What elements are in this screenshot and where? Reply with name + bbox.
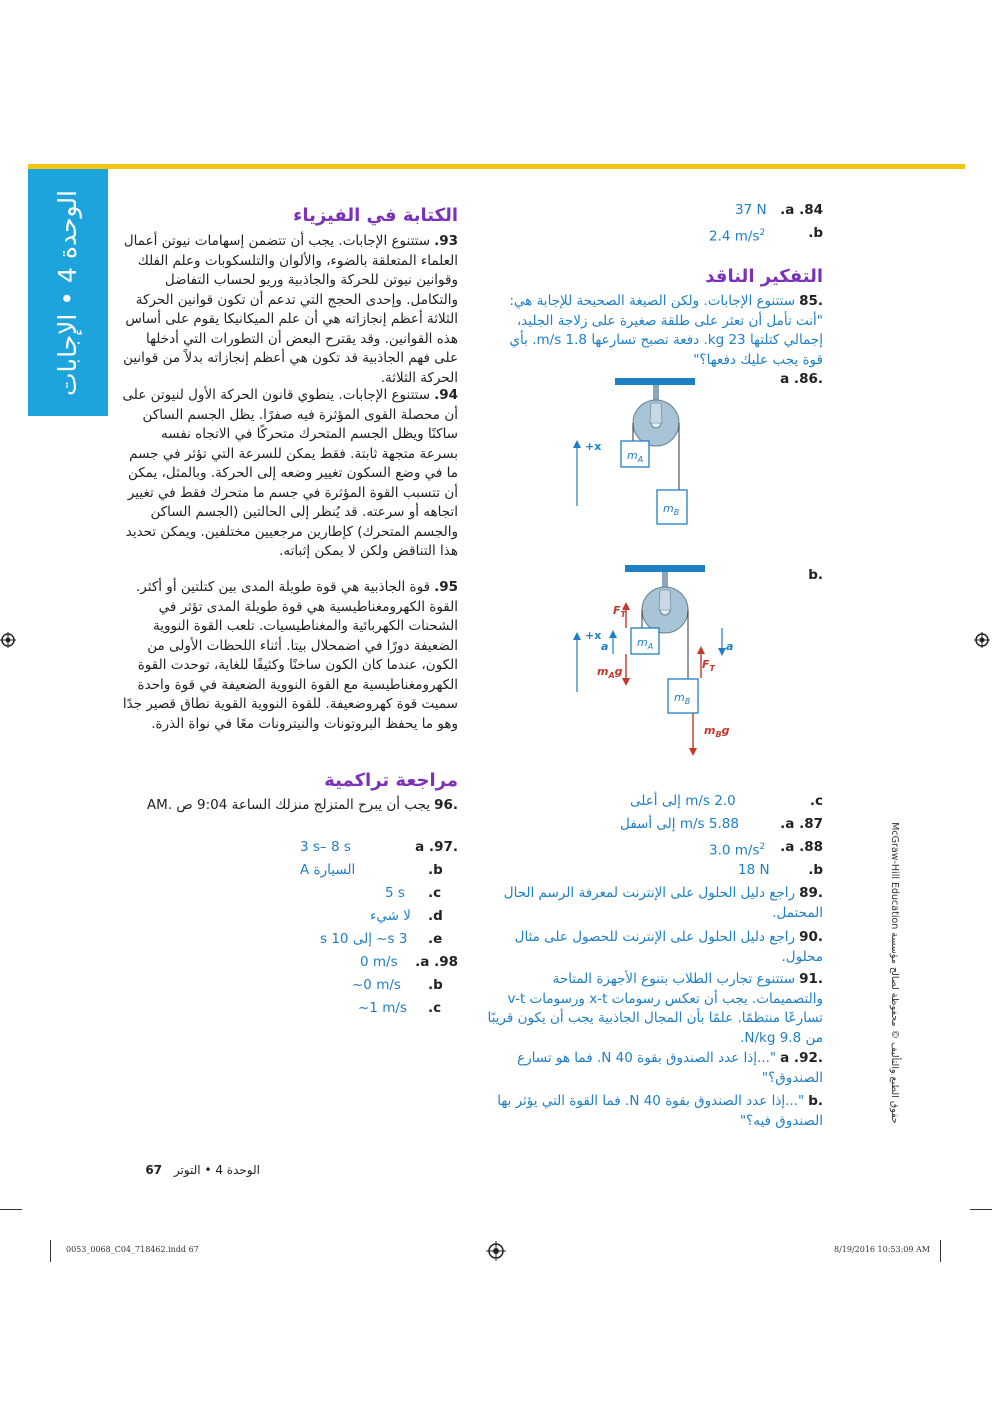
crop-mark: [0, 1209, 22, 1210]
tension-arrowhead-a: [622, 602, 630, 610]
pulley-diagram-a: [565, 378, 705, 528]
answer-value: 5.88 m/s إلى أسفل: [620, 816, 739, 832]
tension-label-b: $F_T$: [702, 658, 715, 673]
answer-value: 3 s~ إلى 10 s: [320, 931, 408, 947]
item-95: [120, 578, 458, 734]
weight-label-b: $m_Bg$: [704, 724, 730, 739]
answers-98: [300, 953, 458, 1022]
answer-value: لا شيء: [370, 908, 411, 924]
answer-row: [300, 953, 458, 976]
answer-value: ~0 m/s: [352, 977, 401, 993]
item-text: "...إذا عدد الصندوق بقوة 40 N. فما هو تسارع الصندوق؟": [517, 1050, 823, 1086]
answer-value: 37 N: [735, 202, 767, 218]
accel-arrowhead-a: [609, 630, 617, 638]
accel-label-b: a: [726, 640, 734, 653]
item-text: "...إذا عدد الصندوق بقوة 40 N. فما القوة التي يؤثر بها الصندوق فيه؟": [497, 1093, 823, 1129]
answer-value: 5 s: [385, 885, 405, 901]
mass-a-label: $m_A$: [627, 449, 644, 464]
item-text: ستتنوع تجارب الطلاب بتنوع الأجهزة المتاحة والتصميمات. يجب أن تعكس رسومات x-t ورسومات v-t تسارعًا منتظمًا. علمًا بأن المجال الجاذبية يجب أن يكون قريبًا من 9.8 N/kg.: [487, 971, 823, 1046]
label-86a: .a .86: [780, 371, 823, 387]
item-number: 95.: [434, 579, 458, 595]
answer-value: ~1 m/s: [358, 1000, 407, 1016]
answer-label: .a .88: [780, 839, 823, 855]
answer-88b: [738, 861, 823, 881]
answer-label: .b: [808, 225, 823, 241]
side-tab-label: الوحدة 4 • الإجابات: [53, 189, 82, 397]
axis-arrowhead: [573, 632, 581, 640]
item-96: [120, 796, 458, 816]
registration-mark-left: [0, 630, 18, 650]
answer-label: .c: [428, 885, 442, 901]
heading-cumulative-review: مراجعة تراكمية: [324, 770, 458, 791]
page-footer: [120, 1163, 260, 1177]
answer-value: 3 s– 8 s: [300, 839, 351, 855]
answer-84a: [735, 201, 823, 221]
answer-label: .a .84: [780, 202, 823, 218]
ceiling-beam: [615, 378, 695, 385]
answer-label: .d: [428, 908, 443, 924]
answer-row: [300, 976, 458, 999]
answer-88a: [709, 838, 823, 861]
item-text: راجع دليل الحلول على الإنترنت لمعرفة الرسم الحال المحتمل.: [503, 885, 823, 921]
item-93: [120, 232, 458, 388]
answer-label: .a .97: [415, 839, 458, 855]
item-91: [485, 970, 823, 1048]
answer-row: [300, 930, 458, 953]
registration-mark-bottom: [485, 1240, 507, 1262]
footer-label: الوحدة 4 • التوتر: [173, 1163, 260, 1177]
item-number: .90: [799, 929, 823, 945]
item-text: ستتنوع الإجابات. يجب أن تتضمن إسهامات نيوتن أعمال العلماء المتعلقة بالضوء، والألوان والتلسكوبات وعلم الفلك وقوانين نيوتن للحركة والجاذبية وريو لحساب التفاضل والتكامل. وإحدى الحجج التي تدعم أن تكون قوانين الحركة الثلاثة أعظم إنجازاته هي أن علم الميكانيكا يقوم على أساس هذه القوانين. وقد يقترح البعض أن التطورات التي أدخلها على فهم الجاذبية قد تكون هي أعظم إنجازاته بدلاً من قوانين الحركة الثلاثة.: [123, 233, 458, 386]
item-text: راجع دليل الحلول على الإنترنت للحصول على مثال محلول.: [514, 929, 823, 965]
weight-arrowhead-a: [622, 678, 630, 686]
answer-label: .c: [428, 1000, 442, 1016]
answer-label: .b: [428, 977, 443, 993]
axis-x-label: +x: [585, 440, 602, 453]
mass-a-label: $m_A$: [637, 636, 654, 651]
answer-value: 18 N: [738, 862, 770, 878]
item-number: .89: [799, 885, 823, 901]
item-92a: [485, 1049, 823, 1088]
file-slug: 0053_0068_C04_718462.indd 67: [66, 1245, 199, 1254]
item-number: .a .92: [780, 1050, 823, 1066]
item-text: ستتنوع الإجابات. ينطوي قانون الحركة الأول لنيوتن على أن محصلة القوى المؤثرة فيه صفرًا. يظل الجسم الساكن ساكنًا ويظل الجسم المتحرك متحركًا في الاتجاه نفسه بسرعة متجهة ثابتة. فقط يمكن للسرعة التي تؤثر في جسم ما في وضع السكون تغيير وضعه إلى الحركة. وبالمثل، يمكن أن تتسبب القوة المؤثرة في جسم ما متحرك فقط في تغيير اتجاهه أو سرعته. قد يُنظر إلى الحالتين (الجسم الساكن والجسم المتحرك) كإطارين مرجعيين مختلفين. ويمكن تحديد هذا التناقض ولكن لا يمكن إثباته.: [122, 387, 458, 559]
item-94: [120, 386, 458, 562]
axis-x-label: +x: [585, 629, 602, 642]
ceiling-beam: [625, 565, 705, 572]
answer-label: .a .98: [415, 954, 458, 970]
page-number: 67: [145, 1163, 163, 1177]
answer-label: .e: [428, 931, 443, 947]
answer-value: 2.4 $m/s^2$: [709, 228, 766, 245]
item-89: [485, 884, 823, 923]
item-number: .b: [808, 1093, 823, 1109]
answer-row: [300, 907, 458, 930]
answer-row: [300, 838, 458, 861]
item-text: قوة الجاذبية هي قوة طويلة المدى بين كتلتين أو أكثر. القوة الكهرومغناطيسية هي قوة طويلة المدى تؤثر في الشحنات الكهربائية والمغناطيسيات. تلعب القوة النووية الضعيفة دورًا في اضمحلال بيتا. أثناء اللحظات الأولى من الكون، عندما كان الكون ساخنًا وكثيفًا للغاية، توحدت القوة الكهرومغناطيسية مع القوة النووية الضعيفة في قوة واحدة سميت قوة كهروضعيفة. للقوة النووية القوية نطاق قصير جدًا وهو ما يحفظ البروتونات والنيترونات معًا في نواة الذرة.: [122, 579, 458, 732]
item-number: .91: [799, 971, 823, 987]
answer-value: 3.0 $m/s^2$: [709, 842, 766, 859]
crop-mark: [940, 1240, 941, 1262]
mass-b-label: $m_B$: [663, 502, 680, 517]
weight-label-a: $m_Ag$: [597, 665, 623, 680]
answer-value: 0 m/s: [360, 954, 398, 970]
answer-label: .c: [809, 793, 823, 809]
accel-arrowhead-b: [718, 648, 726, 656]
weight-arrowhead-b: [689, 748, 697, 756]
side-tab: [28, 169, 108, 416]
answer-86c: [630, 792, 823, 812]
heading-writing: الكتابة في الفيزياء: [293, 205, 458, 226]
item-number: 93.: [434, 233, 458, 249]
item-number: .96: [434, 797, 458, 813]
answer-row: [300, 884, 458, 907]
accel-label-a: a: [601, 640, 609, 653]
item-number: .85: [799, 293, 823, 309]
crop-mark: [50, 1240, 51, 1262]
pulley-diagram-b: [565, 562, 745, 762]
item-90: [485, 928, 823, 967]
answer-84b: [709, 224, 823, 247]
item-92b: [485, 1092, 823, 1131]
label-86b: .b: [808, 567, 823, 583]
answer-value: السيارة A: [300, 862, 356, 878]
copyright-note: [882, 808, 906, 1138]
heading-critical-thinking: التفكير الناقد: [705, 266, 823, 287]
item-text: يجب أن يبرح المتزلج منزلك الساعة 9:04 ص .AM: [146, 797, 431, 813]
item-text: ستتنوع الإجابات. ولكن الصيغة الصحيحة للإجابة هي: "أنت تأمل أن تعثر على طلقة صغيرة على زلاجة الجليد، إجمالي كتلتها 23 kg. دفعة تصبح تسارعها 1.8 m/s. بأي قوة يجب عليك دفعها؟": [509, 293, 823, 368]
registration-mark-right: [972, 630, 992, 650]
tension-arrowhead-b: [697, 646, 705, 654]
print-timestamp: 8/19/2016 10:53:09 AM: [833, 1245, 930, 1254]
crop-mark: [970, 1209, 992, 1210]
mass-b-label: $m_B$: [674, 691, 691, 706]
pulley-bracket: [650, 403, 662, 423]
item-number: 94.: [434, 387, 458, 403]
item-85: [485, 292, 823, 370]
answer-row: [300, 999, 458, 1022]
pulley-bracket: [659, 590, 671, 610]
answer-label: .a .87: [780, 816, 823, 832]
answer-row: [300, 861, 458, 884]
answers-97: [300, 838, 458, 953]
top-rule: [28, 164, 965, 169]
answer-label: .b: [428, 862, 443, 878]
answer-value: 2.0 m/s إلى أعلى: [630, 793, 736, 809]
answer-label: .b: [808, 862, 823, 878]
axis-arrowhead: [573, 440, 581, 448]
answer-87: [620, 815, 823, 835]
tension-label-a: $F_T$: [613, 604, 626, 619]
copyright-text: حقوق الطبع والتأليف © محفوظة لصالح مؤسسة McGraw-Hill Education: [889, 822, 900, 1124]
